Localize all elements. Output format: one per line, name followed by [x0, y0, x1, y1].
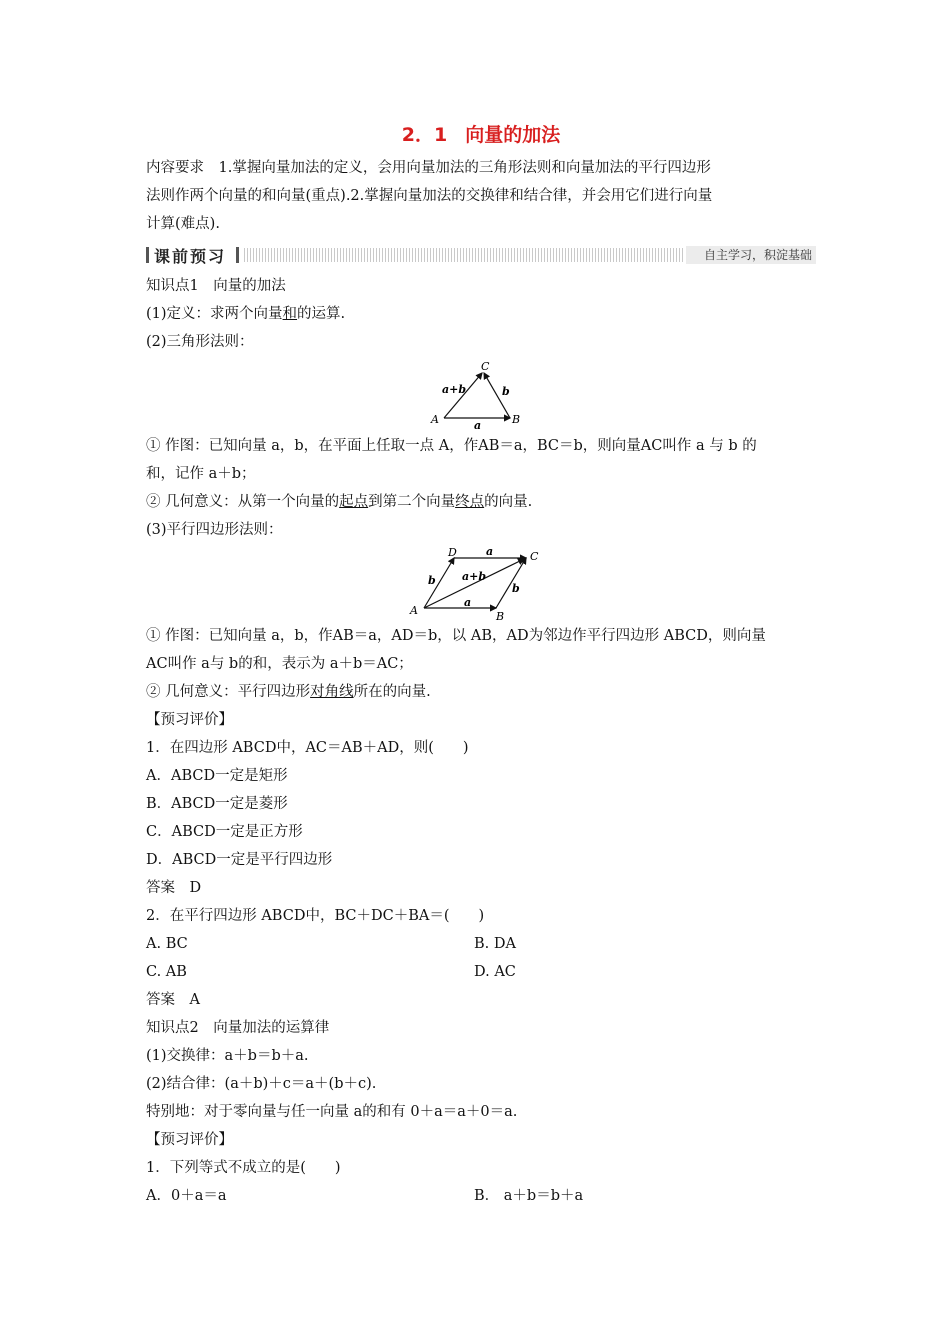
- triangle-meaning-mid: 到第二个向量: [368, 494, 456, 510]
- triangle-label-a: A: [431, 413, 439, 426]
- triangle-label-b: B: [512, 413, 521, 426]
- parallelogram-construction-2: AC叫作 a与 b的和，表示为 a＋b＝AC；: [146, 656, 413, 672]
- review-2-question-1: 1．下列等式不成立的是( ): [146, 1160, 341, 1176]
- triangle-label-c: C: [481, 360, 490, 373]
- parallelogram-meaning-pre: ② 几何意义：平行四边形: [146, 684, 311, 700]
- parallelogram-vector-b-left: b: [428, 574, 436, 587]
- question-2-option-c: C. AB: [146, 964, 187, 980]
- parallelogram-vector-b-right: b: [512, 582, 520, 595]
- zero-vector-rule: 特别地：对于零向量与任一向量 a的和有 0＋a＝a＋0＝a.: [146, 1104, 518, 1120]
- parallelogram-label-a: A: [410, 604, 418, 617]
- triangle-meaning: [146, 492, 532, 512]
- parallelogram-vector-a-bottom: a: [464, 596, 472, 609]
- triangle-vector-sum: a+b: [442, 383, 467, 396]
- triangle-meaning-post: 的向量.: [484, 494, 533, 510]
- parallelogram-rule-heading: (3)平行四边形法则：: [146, 522, 283, 538]
- question-1-option-c: C．ABCD一定是正方形: [146, 824, 303, 840]
- question-1-option-a: A．ABCD一定是矩形: [146, 768, 288, 784]
- review-2-option-b: B． a＋b＝b＋a: [474, 1188, 584, 1204]
- section-title: [146, 120, 816, 147]
- parallelogram-meaning-diagonal: 对角线: [310, 684, 354, 700]
- question-1-option-d: D．ABCD一定是平行四边形: [146, 852, 333, 868]
- parallelogram-diagram: [406, 544, 546, 620]
- requirements-line-1: 内容要求 1.掌握向量加法的定义，会用向量加法的三角形法则和向量加法的平行四边形: [146, 160, 711, 176]
- question-1: 1．在四边形 ABCD中，AC＝AB＋AD，则( ): [146, 740, 469, 756]
- parallelogram-label-c: C: [530, 550, 539, 563]
- question-2-option-d: D. AC: [474, 964, 516, 980]
- parallelogram-label-b: B: [496, 610, 505, 620]
- definition-underlined: 和: [282, 306, 298, 322]
- triangle-construction-2: 和，记作 a＋b；: [146, 466, 256, 482]
- requirements-line-2: 法则作两个向量的和向量(重点).2.掌握向量加法的交换律和结合律，并会用它们进行向量: [146, 188, 713, 204]
- triangle-meaning-end: 终点: [455, 494, 485, 510]
- definition-post: 的运算.: [297, 306, 346, 322]
- review-heading-1: 【预习评价】: [146, 712, 233, 728]
- section-title-text: 向量的加法: [465, 124, 561, 146]
- question-2-answer: 答案 A: [146, 992, 200, 1008]
- knowledge-heading-1: 知识点1 向量的加法: [146, 278, 286, 294]
- triangle-diagram: [426, 358, 536, 430]
- triangle-vector-a: a: [474, 419, 482, 430]
- review-heading-2: 【预习评价】: [146, 1132, 233, 1148]
- parallelogram-vector-sum: a+b: [462, 570, 487, 583]
- banner-bar-right: [236, 247, 239, 263]
- parallelogram-meaning: [146, 682, 431, 702]
- definition-pre: (1)定义：求两个向量: [146, 306, 283, 322]
- commutative-law: (1)交换律：a＋b＝b＋a.: [146, 1048, 309, 1064]
- knowledge-heading-2: 知识点2 向量加法的运算律: [146, 1020, 330, 1036]
- section-banner: [146, 244, 816, 266]
- parallelogram-meaning-post: 所在的向量.: [353, 684, 431, 700]
- associative-law: (2)结合律：(a＋b)＋c＝a＋(b＋c).: [146, 1076, 377, 1092]
- triangle-meaning-pre: ② 几何意义：从第一个向量的: [146, 494, 340, 510]
- question-2-option-a: A. BC: [146, 936, 188, 952]
- banner-label: 课前预习: [154, 247, 227, 266]
- banner-stripe: [244, 248, 684, 262]
- section-number: 2．1: [401, 124, 448, 146]
- triangle-meaning-start: 起点: [339, 494, 369, 510]
- banner-subtitle: 自主学习，积淀基础: [686, 246, 816, 264]
- triangle-construction-1: ① 作图：已知向量 a，b，在平面上任取一点 A，作AB＝a，BC＝b，则向量AC叫作 a 与 b 的: [146, 438, 757, 454]
- parallelogram-label-d: D: [448, 546, 457, 559]
- question-2: 2．在平行四边形 ABCD中，BC＋DC＋BA＝( ): [146, 908, 485, 924]
- triangle-rule-heading: (2)三角形法则：: [146, 334, 254, 350]
- question-2-option-b: B. DA: [474, 936, 516, 952]
- question-1-answer: 答案 D: [146, 880, 202, 896]
- requirements-line-3: 计算(难点).: [146, 216, 220, 232]
- parallelogram-vector-a-top: a: [486, 545, 494, 558]
- parallelogram-construction-1: ① 作图：已知向量 a，b，作AB＝a，AD＝b，以 AB，AD为邻边作平行四边形 ABCD，则向量: [146, 628, 766, 644]
- question-1-option-b: B．ABCD一定是菱形: [146, 796, 288, 812]
- banner-bar-left: [146, 247, 149, 263]
- definition-line: [146, 304, 345, 324]
- triangle-vector-b: b: [502, 385, 510, 398]
- review-2-option-a: A．0＋a＝a: [146, 1188, 227, 1204]
